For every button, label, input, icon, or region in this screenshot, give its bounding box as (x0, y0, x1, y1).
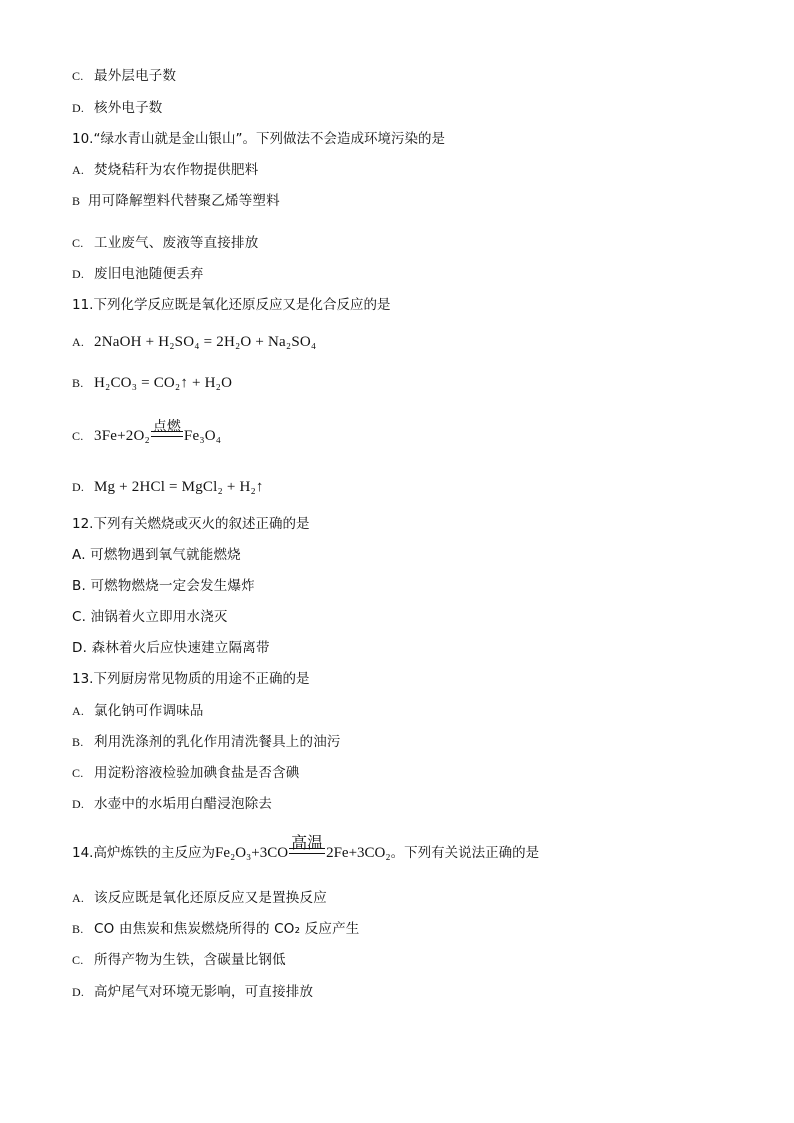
option-text: 焚烧秸秆为农作物提供肥料 (94, 162, 259, 178)
option-11c (72, 419, 222, 445)
option-12a: A. 可燃物遇到氧气就能燃烧 (72, 547, 241, 563)
option-text: 用可降解塑料代替聚乙烯等塑料 (88, 193, 280, 209)
option-13d (72, 795, 272, 813)
option-text: 氯化钠可作调味品 (94, 703, 204, 719)
equation-right: 2Fe+3CO₂ (326, 845, 391, 861)
option-label: A. (72, 704, 85, 718)
option-label: C. (72, 766, 84, 780)
option-label: B (72, 194, 81, 208)
question-13: 13.下列厨房常见物质的用途不正确的是 (72, 671, 310, 687)
condition-text: 高温 (291, 833, 324, 852)
option-11a (72, 333, 316, 351)
option-label: B. (72, 376, 84, 390)
equation-left: Fe₂O₃+3CO (214, 845, 289, 861)
option-text: 该反应既是氧化还原反应又是置换反应 (94, 890, 327, 906)
option-label: A. (72, 335, 85, 349)
option-label: B. (72, 922, 84, 936)
option-text: 水壶中的水垢用白醋浸泡除去 (94, 796, 273, 812)
option-14c (72, 951, 286, 969)
question-suffix: 。下列有关说法正确的是 (390, 845, 540, 861)
condition-text: 点燃 (152, 419, 182, 435)
option-10d (72, 265, 204, 283)
option-11b (72, 374, 232, 392)
option-12d: D. 森林着火后应快速建立隔离带 (72, 640, 270, 656)
option-10c (72, 234, 258, 252)
option-text: 利用洗涤剂的乳化作用清洗餐具上的油污 (94, 734, 341, 750)
equation: H₂CO₃ = CO₂↑ + H₂O (94, 375, 233, 391)
option-text: 所得产物为生铁，含碳量比钢低 (94, 952, 286, 968)
option-12b: B. 可燃物燃烧一定会发生爆炸 (72, 578, 255, 594)
option-14b (72, 920, 360, 938)
option-13c (72, 764, 300, 782)
option-11d (72, 478, 264, 496)
option-13b (72, 733, 341, 751)
option-text: 用淀粉溶液检验加碘食盐是否含碘 (94, 765, 300, 781)
option-text: 高炉尾气对环境无影响，可直接排放 (94, 984, 314, 1000)
question-prefix: 14.高炉炼铁的主反应为 (72, 845, 215, 861)
option-label: D. (72, 480, 85, 494)
option-label: D. (72, 797, 85, 811)
equation-left: 3Fe+2O₂ (94, 428, 150, 444)
option-12c: C. 油锅着火立即用水浇灭 (72, 609, 228, 625)
question-14 (72, 833, 540, 862)
question-11: 11.下列化学反应既是氧化还原反应又是化合反应的是 (72, 297, 391, 313)
option-text: 工业废气、废液等直接排放 (94, 235, 259, 251)
option-10a (72, 161, 258, 179)
option-9c (72, 67, 176, 85)
option-label: A. (72, 163, 85, 177)
option-label: C. (72, 953, 84, 967)
question-12: 12.下列有关燃烧或灭火的叙述正确的是 (72, 516, 310, 532)
option-text: 最外层电子数 (94, 68, 177, 84)
option-label: C. (72, 236, 84, 250)
option-text: 废旧电池随便丢弃 (94, 266, 204, 282)
equation: Mg + 2HCl = MgCl₂ + H₂↑ (94, 479, 264, 495)
equation: 2NaOH + H₂SO₄ = 2H₂O + Na₂SO₄ (94, 334, 317, 350)
reaction-condition (151, 419, 183, 445)
option-label: D. (72, 985, 85, 999)
option-14d (72, 983, 313, 1001)
option-label: D. (72, 101, 85, 115)
reaction-condition (289, 833, 325, 862)
option-label: B. (72, 735, 84, 749)
question-10: 10.“绿水青山就是金山银山”。下列做法不会造成环境污染的是 (72, 131, 445, 147)
option-label: C. (72, 69, 84, 83)
option-label: D. (72, 267, 85, 281)
option-text: CO 由焦炭和焦炭燃烧所得的 CO₂ 反应产生 (94, 921, 360, 937)
option-label: C. (72, 429, 84, 443)
option-label: A. (72, 891, 85, 905)
option-14a (72, 889, 327, 907)
option-10b (72, 192, 280, 210)
equation-right: Fe₃O₄ (183, 428, 222, 444)
option-13a (72, 702, 204, 720)
option-9d (72, 99, 163, 117)
option-text: 核外电子数 (94, 100, 163, 116)
